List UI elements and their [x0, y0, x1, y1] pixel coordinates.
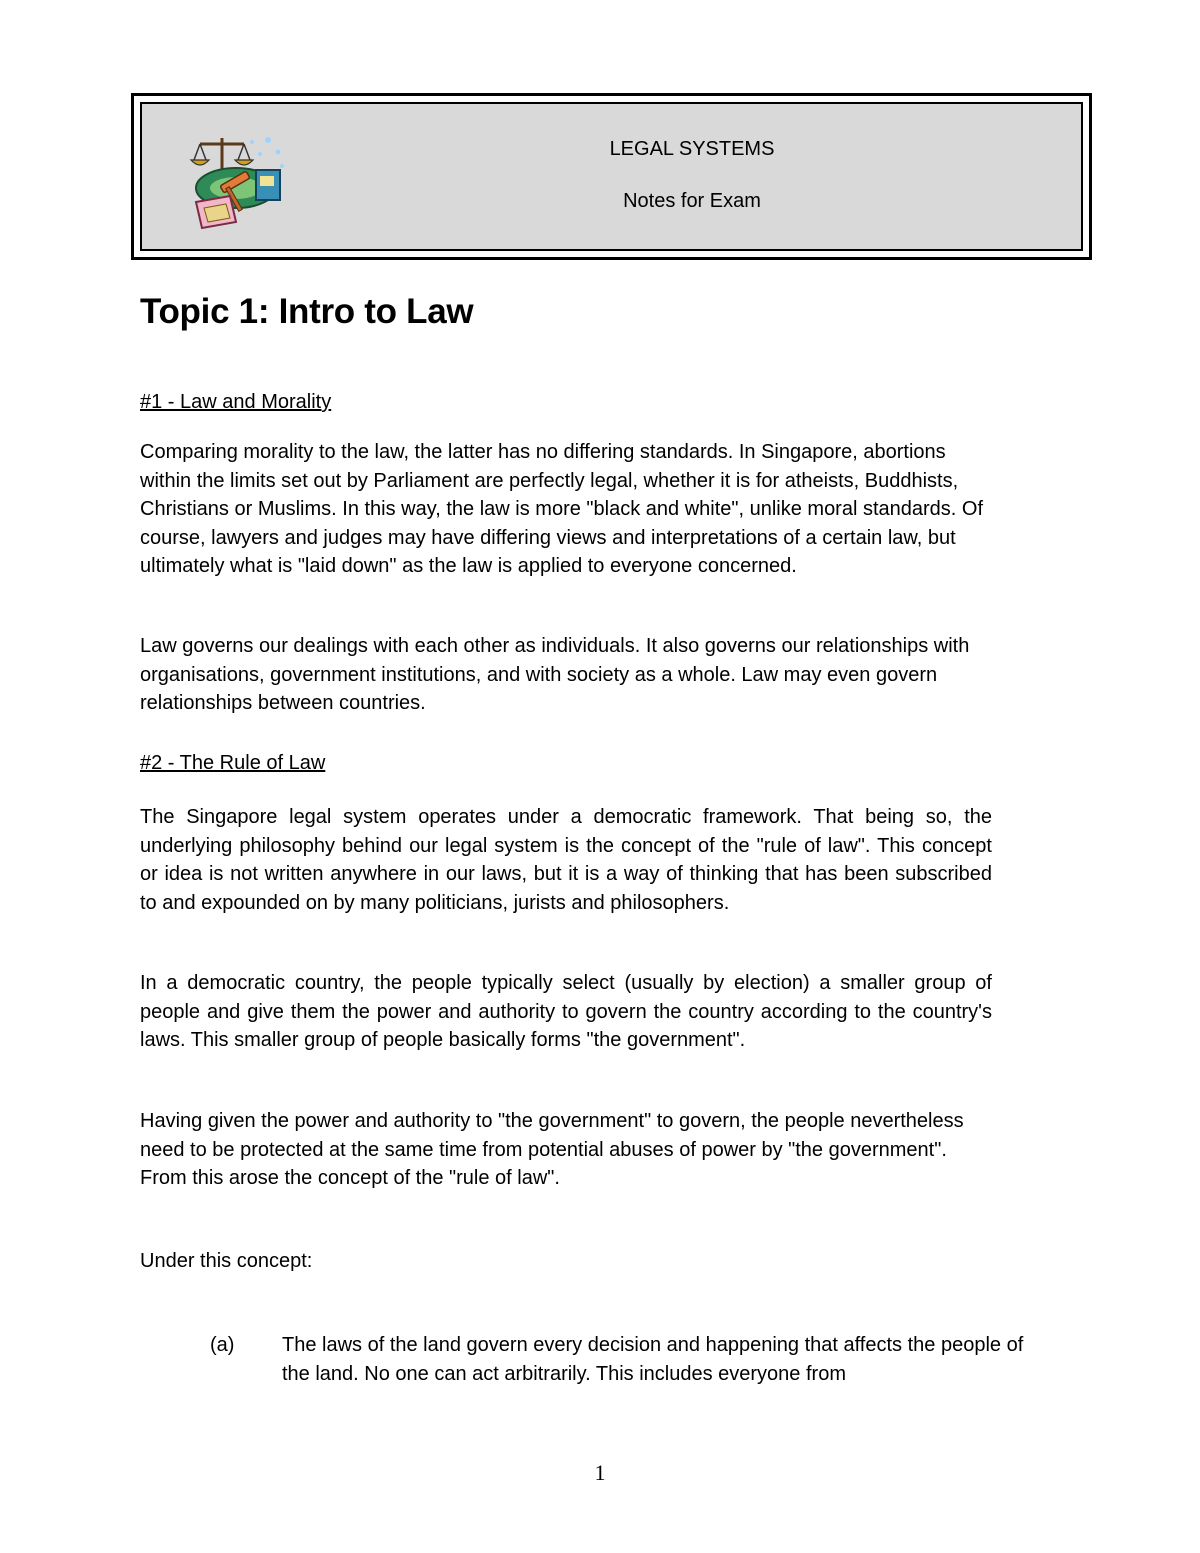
document-body: [140, 290, 1024, 1385]
paragraph-rule-of-law-2: In a democratic country, the people typically select (usually by election) a smaller group of people and give them the power and authority to govern the country according to the country's laws. This smaller group of people basically forms "the government".: [140, 972, 992, 1051]
header-box: [131, 93, 1092, 260]
paragraph-law-morality-1: Comparing morality to the law, the latter has no differing standards. In Singapore, abortions within the limits set out by Parliament are perfectly legal, whether it is for atheists, Buddhists, Christians or Muslims. In this way, the law is more "black and white", unlike moral standards. Of course, lawyers and judges may have differing views and interpretations of a certain law, but ultimately what is "laid down" as the law is applied to everyone concerned.: [140, 441, 984, 577]
list-item-a: [210, 1331, 1050, 1388]
section-heading-law-and-morality: #1 - Law and Morality: [140, 391, 332, 413]
section-heading-rule-of-law: #2 - The Rule of Law: [140, 752, 326, 774]
paragraph-law-morality-2: Law governs our dealings with each other as individuals. It also governs our relationships with organisations, government institutions, and with society as a whole. Law may even govern relationships between countries.: [140, 635, 970, 714]
topic-title: Topic 1: Intro to Law: [140, 292, 474, 331]
list-item-label: (a): [210, 1334, 235, 1356]
paragraph-under-this-concept: Under this concept:: [140, 1250, 313, 1272]
course-subtitle: Notes for Exam: [623, 190, 761, 212]
course-title: LEGAL SYSTEMS: [609, 138, 775, 160]
header-inner-panel: [140, 102, 1083, 251]
list-item-text: The laws of the land govern every decision and happening that affects the people of the land. No one can act arbitrarily. This includes everyone from: [282, 1334, 1024, 1385]
scales-of-justice-icon: [186, 130, 290, 234]
page-number: 1: [594, 1460, 606, 1485]
paragraph-rule-of-law-1: The Singapore legal system operates under a democratic framework. That being so, the underlying philosophy behind our legal system is the concept of the "rule of law". This concept or idea is not written anywhere in our laws, but it is a way of thinking that has been subscribed to and expounded on by many politicians, jurists and philosophers.: [140, 806, 992, 914]
paragraph-rule-of-law-3: Having given the power and authority to "the government" to govern, the people nevertheless need to be protected at the same time from potential abuses of power by "the government". From this arose the concept of the "rule of law".: [140, 1110, 964, 1189]
